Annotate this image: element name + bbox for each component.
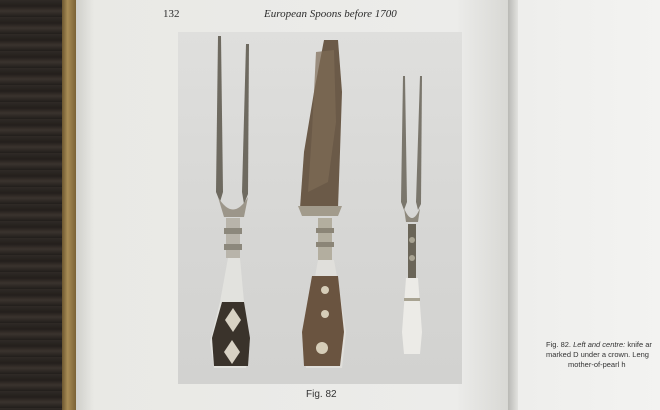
- knife-icon: [298, 40, 346, 368]
- book-spine: [62, 0, 76, 410]
- small-fork-icon: [401, 76, 422, 354]
- caption-line-1-rest: knife ar: [625, 340, 652, 349]
- running-head: European Spoons before 1700: [264, 8, 397, 20]
- cutlery-photo: [178, 32, 462, 384]
- two-tine-fork-icon: [210, 36, 250, 368]
- page-number: 132: [163, 8, 180, 20]
- caption-line-3: mother-of-pearl h: [568, 360, 626, 369]
- figure-caption: [546, 340, 660, 370]
- caption-prefix: Fig. 82.: [546, 340, 574, 349]
- caption-italic: Left and centre:: [573, 340, 626, 349]
- photo-plate: [178, 32, 462, 384]
- caption-line-1: [546, 340, 660, 350]
- wooden-table-background: [0, 0, 68, 410]
- caption-line-2: marked D under a crown. Leng: [546, 350, 649, 359]
- figure-label: Fig. 82: [306, 389, 337, 400]
